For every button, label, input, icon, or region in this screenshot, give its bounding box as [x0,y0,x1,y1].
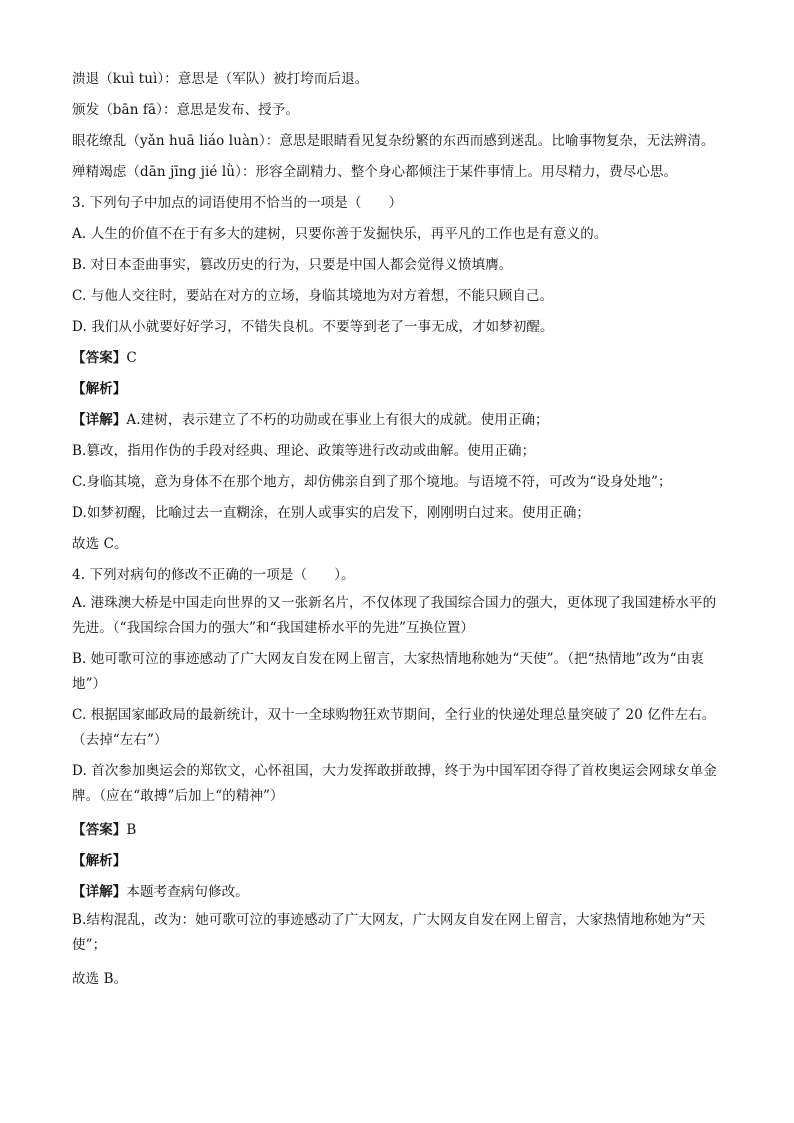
vocab-line: 殚精竭虑（dān jīng jié lǜ）：形容全副精力、整个身心都倾注于某件事情上。用尽精力，费尽心思。 [72,164,678,180]
answer-tag: 【答案】 [72,822,127,838]
document-body [72,64,722,995]
question-4-answer [72,815,722,846]
question-3-option-c: C. 与他人交往时，要站在对方的立场，身临其境地为对方着想，不能只顾自己。 [72,288,554,304]
question-4-detail-b: B.结构混乱，改为：她可歌可泣的事迹感动了广大网友，广大网友自发在网上留言，大家热情地称她为“天使”； [72,912,706,953]
question-3-detail-a [72,405,722,436]
question-3-detail-b: B.篡改，指用作伪的手段对经典、理论、政策等进行改动或曲解。使用正确； [72,443,536,459]
question-4-analysis [72,846,722,877]
question-4-stem: 4. 下列对病句的修改不正确的一项是（ ）。 [72,567,355,583]
question-3-conclusion: 故选 C。 [72,536,128,552]
answer-value: B [126,822,137,838]
answer-tag: 【答案】 [72,350,127,366]
question-4-option-c: C. 根据国家邮政局的最新统计，双十一全球购物狂欢节期间，全行业的快递处理总量突破了 20 亿件左右。（去掉“左右”） [72,707,716,748]
question-3-option-b: B. 对日本歪曲事实，篡改历史的行为，只要是中国人都会觉得义愤填膺。 [72,257,513,273]
question-4-conclusion: 故选 B。 [72,971,128,987]
vocab-line: 溃退（kuì tuì）：意思是（军队）被打垮而后退。 [72,71,369,87]
question-4-detail-intro [72,877,722,908]
question-3-option-d: D. 我们从小就要好好学习，不错失良机。不要等到老了一事无成，才如梦初醒。 [72,319,554,335]
detail-text: 本题考查病句修改。 [126,884,249,900]
question-3-option-a: A. 人生的价值不在于有多大的建树，只要你善于发掘快乐，再平凡的工作也是有意义的。 [72,226,608,242]
question-3-stem: 3. 下列句子中加点的词语使用不恰当的一项是（ ） [72,195,403,211]
analysis-tag: 【解析】 [72,381,127,397]
vocab-line: 颁发（bān fā）：意思是发布、授予。 [72,102,299,118]
detail-tag: 【详解】 [72,412,127,428]
question-3-answer [72,343,722,374]
detail-tag: 【详解】 [72,884,127,900]
vocab-line: 眼花缭乱（yǎn huā liáo luàn）：意思是眼睛看见复杂纷繁的东西而感到迷乱。比喻事物复杂，无法辨清。 [72,133,715,149]
analysis-tag: 【解析】 [72,853,127,869]
detail-text: A.建树，表示建立了不朽的功勋或在事业上有很大的成就。使用正确； [126,412,549,428]
question-3-detail-c: C.身临其境，意为身体不在那个地方，却仿佛亲自到了那个境地。与语境不符，可改为“设身处地”； [72,474,672,490]
answer-value: C [126,350,137,366]
question-4-option-d: D. 首次参加奥运会的郑钦文，心怀祖国，大力发挥敢拼敢搏，终于为中国军团夺得了首枚奥运会网球女单金牌。（应在“敢搏”后加上“的精神”） [72,763,717,804]
question-4-option-a: A. 港珠澳大桥是中国走向世界的又一张新名片，不仅体现了我国综合国力的强大，更体现了我国建桥水平的先进。（“我国综合国力的强大”和“我国建桥水平的先进”互换位置） [72,595,717,636]
question-3-analysis [72,374,722,405]
question-4-option-b: B. 她可歌可泣的事迹感动了广大网友自发在网上留言，大家热情地称她为“天使”。（把“热情地”改为“由衷地”） [72,651,704,692]
question-3-detail-d: D.如梦初醒，比喻过去一直糊涂，在别人或事实的启发下，刚刚明白过来。使用正确； [72,505,591,521]
